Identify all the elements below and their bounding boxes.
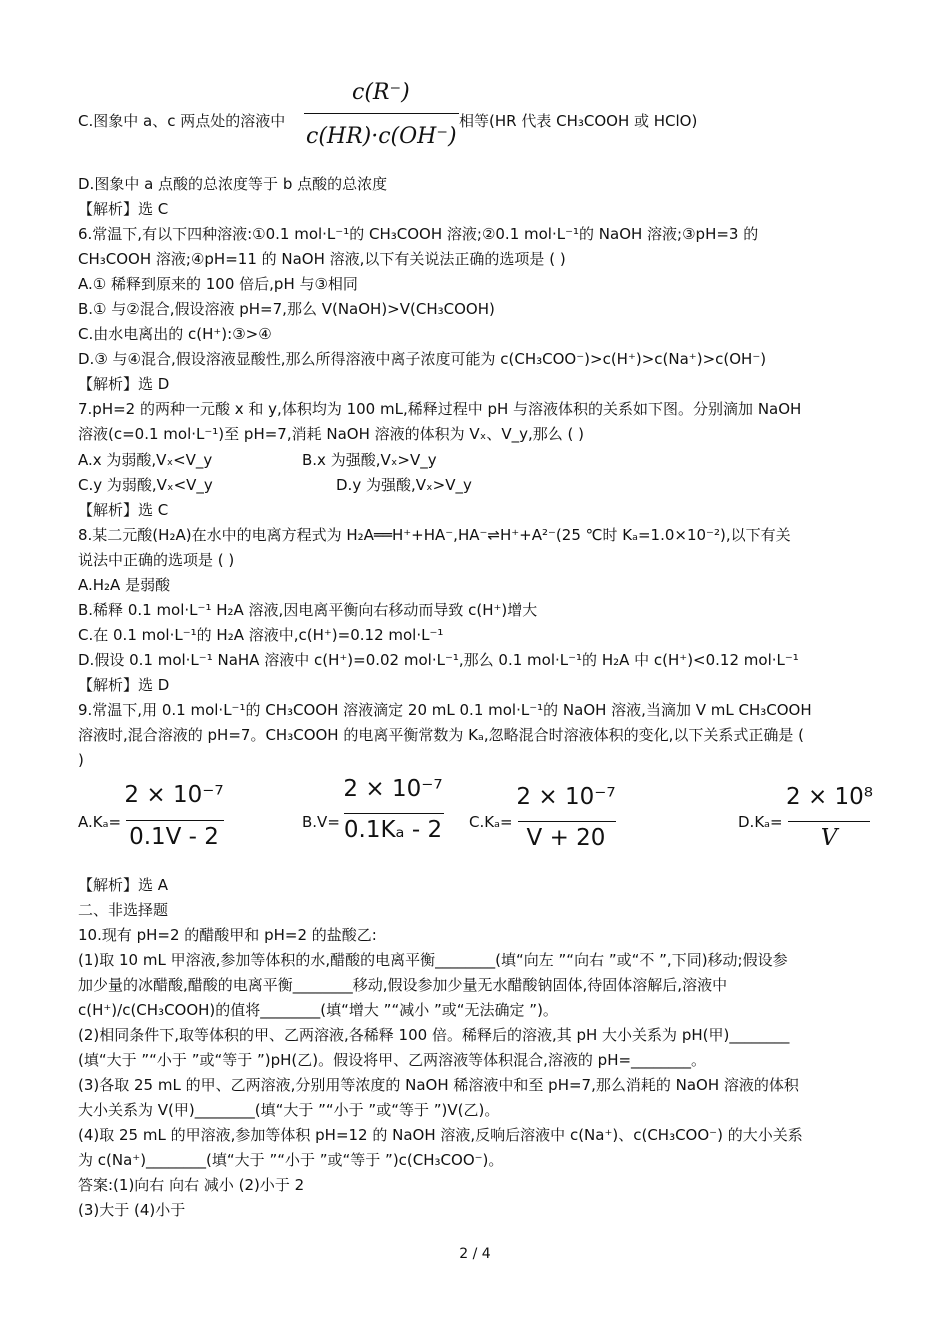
q10-part4-line2: 为 c(Na⁺)________(填“大于 ”“小于 ”或“等于 ”)c(CH₃COO⁻)。: [78, 1151, 504, 1169]
q5-fraction-denominator: c(HR)·c(OH⁻): [306, 124, 457, 149]
q6-stem-line2: CH₃COOH 溶液;④pH=11 的 NaOH 溶液,以下有关说法正确的选项是 ( ): [78, 250, 566, 268]
q6-option-a: A.① 稀释到原来的 100 倍后,pH 与③相同: [78, 275, 358, 293]
q10-part1-line3: c(H⁺)/c(CH₃COOH)的值将________(填“增大 ”“减小 ”或“无法确定 ”)。: [78, 1001, 558, 1019]
section-heading: 二、非选择题: [78, 901, 169, 919]
q9-stem-line1: 9.常温下,用 0.1 mol·L⁻¹的 CH₃COOH 溶液滴定 20 mL 0.1 mol·L⁻¹的 NaOH 溶液,当滴加 V mL CH₃COOH: [78, 701, 812, 719]
q8-option-a: A.H₂A 是弱酸: [78, 576, 171, 594]
q9-option-a-denominator: 0.1V - 2: [129, 824, 219, 850]
q5-option-c-suffix: 相等(HR 代表 CH₃COOH 或 HClO): [459, 112, 698, 130]
q5-option-d: D.图象中 a 点酸的总浓度等于 b 点酸的总浓度: [78, 175, 388, 193]
q5-answer: 【解析】选 C: [78, 200, 169, 218]
q6-answer: 【解析】选 D: [78, 375, 170, 393]
q10-part1-line1: (1)取 10 mL 甲溶液,参加等体积的水,醋酸的电离平衡________(填“向左 ”“向右 ”或“不 ”,下同)移动;假设参: [78, 951, 788, 969]
q9-option-c-numerator: 2 × 10⁻⁷: [516, 784, 616, 810]
q6-option-c: C.由水电离出的 c(H⁺):③>④: [78, 325, 272, 343]
q10-part4-line1: (4)取 25 mL 的甲溶液,参加等体积 pH=12 的 NaOH 溶液,反响后溶液中 c(Na⁺)、c(CH₃COO⁻) 的大小关系: [78, 1126, 803, 1144]
q9-option-d-fraction-bar: [788, 821, 870, 822]
q6-stem-line1: 6.常温下,有以下四种溶液:①0.1 mol·L⁻¹的 CH₃COOH 溶液;②0.1 mol·L⁻¹的 NaOH 溶液;③pH=3 的: [78, 225, 759, 243]
q5-option-c-prefix: C.图象中 a、c 两点处的溶液中: [78, 112, 286, 130]
q10-part1-line2: 加少量的冰醋酸,醋酸的电离平衡________移动,假设参加少量无水醋酸钠固体,待固体溶解后,溶液中: [78, 976, 728, 994]
q9-option-d-label: D.Kₐ=: [738, 813, 783, 831]
q8-option-b: B.稀释 0.1 mol·L⁻¹ H₂A 溶液,因电离平衡向右移动而导致 c(H⁺)增大: [78, 601, 538, 619]
q5-fraction-numerator: c(R⁻): [352, 80, 410, 105]
q7-stem-line1: 7.pH=2 的两种一元酸 x 和 y,体积均为 100 mL,稀释过程中 pH 与溶液体积的关系如下图。分别滴加 NaOH: [78, 400, 802, 418]
q9-option-b-numerator: 2 × 10⁻⁷: [343, 776, 443, 802]
q10-part3-line1: (3)各取 25 mL 的甲、乙两溶液,分别用等浓度的 NaOH 稀溶液中和至 pH=7,那么消耗的 NaOH 溶液的体积: [78, 1076, 799, 1094]
q7-option-a: A.x 为弱酸,Vₓ<V_y: [78, 451, 213, 469]
q8-stem-line2: 说法中正确的选项是 ( ): [78, 551, 235, 569]
q9-option-b-fraction-bar: [344, 813, 444, 814]
q9-option-a-numerator: 2 × 10⁻⁷: [124, 782, 224, 808]
q8-stem-line1: 8.某二元酸(H₂A)在水中的电离方程式为 H₂A══H⁺+HA⁻,HA⁻⇌H⁺+A²⁻(25 ℃时 Kₐ=1.0×10⁻²),以下有关: [78, 526, 791, 544]
q9-option-d-denominator: V: [820, 825, 838, 851]
q9-option-b-label: B.V=: [302, 813, 340, 831]
q9-option-b-denominator: 0.1Kₐ - 2: [343, 817, 443, 843]
q10-part3-line2: 大小关系为 V(甲)________(填“大于 ”“小于 ”或“等于 ”)V(乙)。: [78, 1101, 500, 1119]
q10-answer-line1: 答案:(1)向右 向右 减小 (2)小于 2: [78, 1176, 305, 1194]
q9-option-a-label: A.Kₐ=: [78, 813, 122, 831]
q8-option-c: C.在 0.1 mol·L⁻¹的 H₂A 溶液中,c(H⁺)=0.12 mol·L⁻¹: [78, 626, 444, 644]
q9-option-c-fraction-bar: [518, 821, 616, 822]
q10-answer-line2: (3)大于 (4)小于: [78, 1201, 186, 1219]
q9-stem-line3: ): [78, 751, 84, 769]
q9-stem-line2: 溶液时,混合溶液的 pH=7。CH₃COOH 的电离平衡常数为 Kₐ,忽略混合时溶液体积的变化,以下关系式正确是 (: [78, 726, 804, 744]
q9-option-c-label: C.Kₐ=: [469, 813, 513, 831]
q9-option-c-denominator: V + 20: [526, 825, 606, 851]
q7-option-b: B.x 为强酸,Vₓ>V_y: [302, 451, 437, 469]
q6-option-d: D.③ 与④混合,假设溶液显酸性,那么所得溶液中离子浓度可能为 c(CH₃COO⁻)>c(H⁺)>c(Na⁺)>c(OH⁻): [78, 350, 767, 368]
q9-option-d-numerator: 2 × 10⁸: [786, 784, 874, 810]
q5-fraction-bar: [304, 113, 459, 114]
q9-option-a-fraction-bar: [126, 820, 224, 821]
q9-answer: 【解析】选 A: [78, 876, 169, 894]
q10-stem: 10.现有 pH=2 的醋酸甲和 pH=2 的盐酸乙:: [78, 926, 377, 944]
q7-stem-line2: 溶液(c=0.1 mol·L⁻¹)至 pH=7,消耗 NaOH 溶液的体积为 Vₓ、V_y,那么 ( ): [78, 425, 584, 443]
q10-part2-line1: (2)相同条件下,取等体积的甲、乙两溶液,各稀释 100 倍。稀释后的溶液,其 pH 大小关系为 pH(甲)________: [78, 1026, 790, 1044]
page-number: 2 / 4: [459, 1246, 491, 1262]
q7-option-d: D.y 为强酸,Vₓ>V_y: [336, 476, 472, 494]
q8-option-d: D.假设 0.1 mol·L⁻¹ NaHA 溶液中 c(H⁺)=0.02 mol·L⁻¹,那么 0.1 mol·L⁻¹的 H₂A 中 c(H⁺)<0.12 mol·L⁻¹: [78, 651, 799, 669]
q8-answer: 【解析】选 D: [78, 676, 170, 694]
q7-option-c: C.y 为弱酸,Vₓ<V_y: [78, 476, 213, 494]
q7-answer: 【解析】选 C: [78, 501, 169, 519]
q6-option-b: B.① 与②混合,假设溶液 pH=7,那么 V(NaOH)>V(CH₃COOH): [78, 300, 495, 318]
q10-part2-line2: (填“大于 ”“小于 ”或“等于 ”)pH(乙)。假设将甲、乙两溶液等体积混合,溶液的 pH=________。: [78, 1051, 707, 1069]
